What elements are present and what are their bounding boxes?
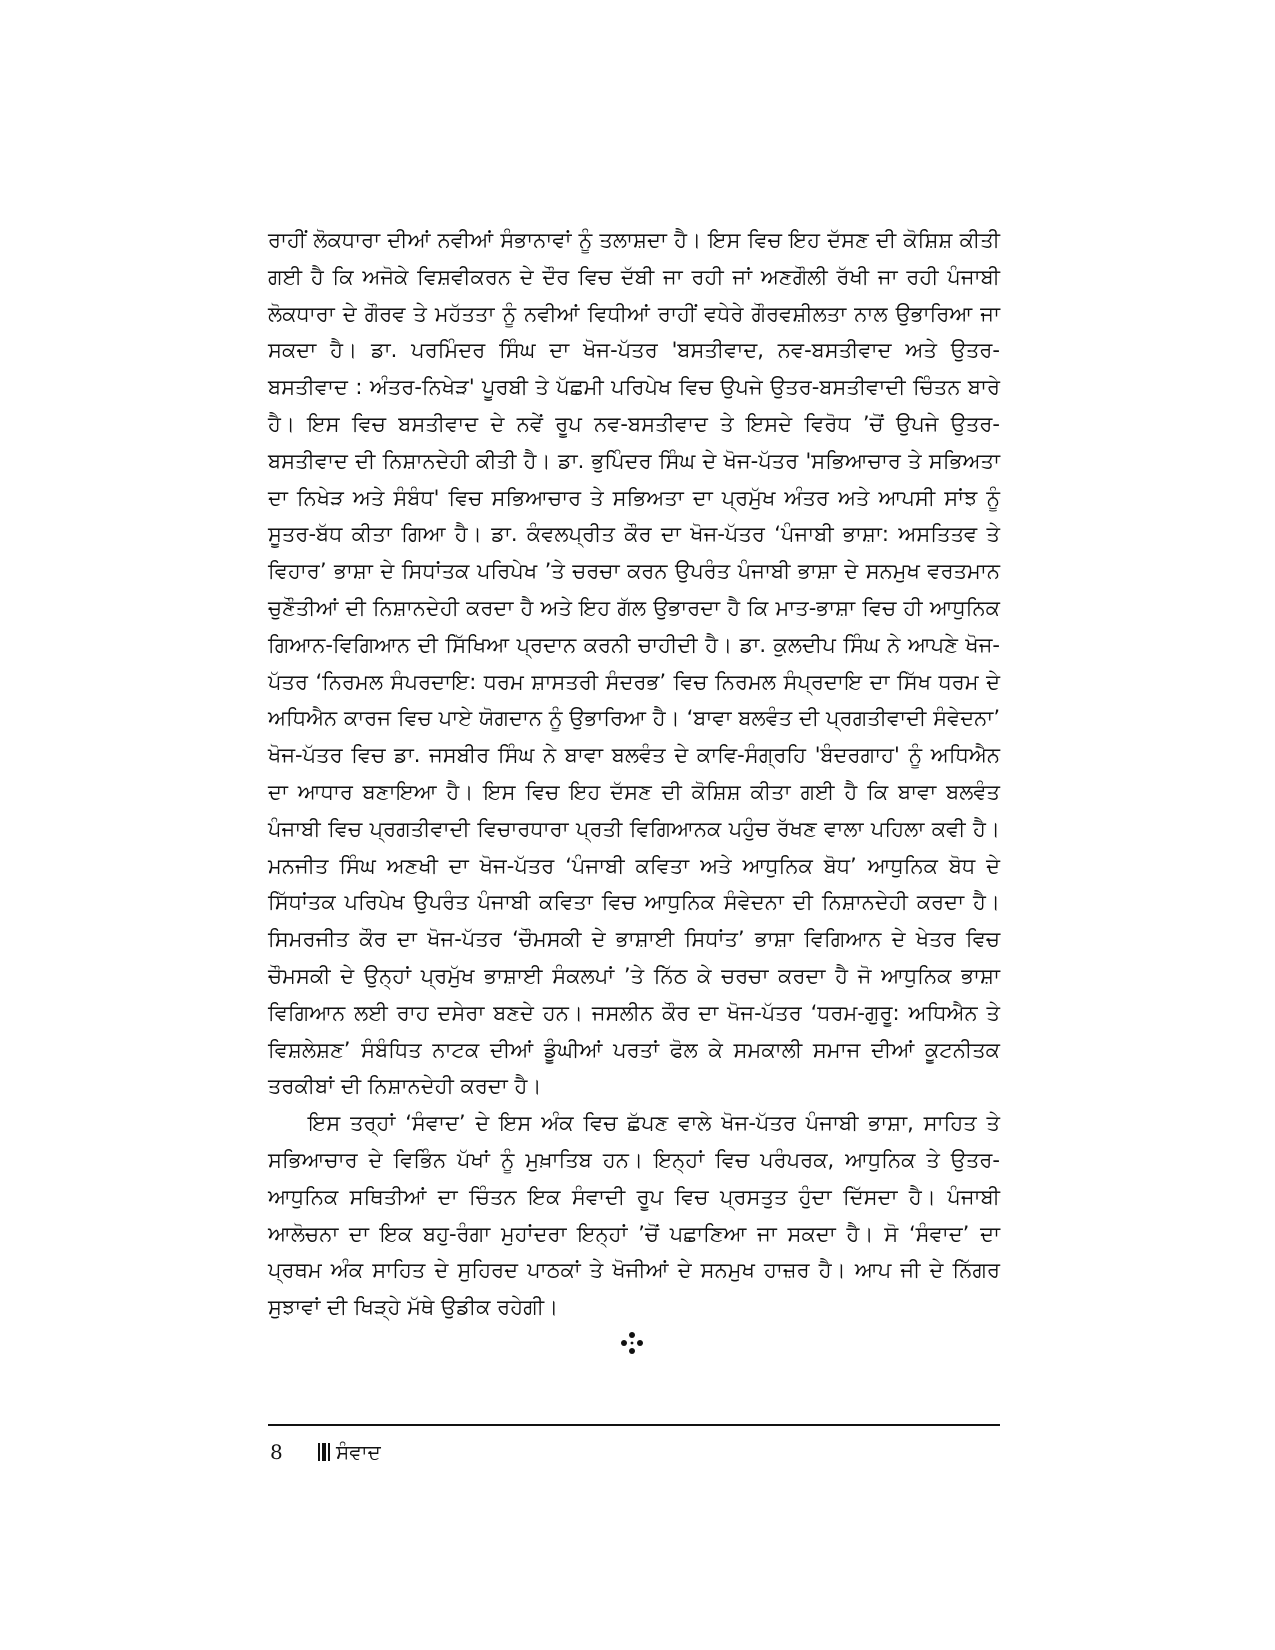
page-footer xyxy=(270,1437,381,1467)
body-text xyxy=(268,222,1000,1326)
paragraph-1: ਰਾਹੀਂ ਲੋਕਧਾਰਾ ਦੀਆਂ ਨਵੀਆਂ ਸੰਭਾਨਾਵਾਂ ਨੂੰ ਤਲਾਸ਼ਦਾ ਹੈ। ਇਸ ਵਿਚ ਇਹ ਦੱਸਣ ਦੀ ਕੋਸ਼ਿਸ਼ ਕੀਤੀ ਗਈ ਹੈ ਕਿ ਅਜੋਕੇ ਵਿਸ਼ਵੀਕਰਨ ਦੇ ਦੌਰ ਵਿਚ ਦੱਬੀ ਜਾ ਰਹੀ ਜਾਂ ਅਣਗੌਲੀ ਰੱਖੀ ਜਾ ਰਹੀ ਪੰਜਾਬੀ ਲੋਕਧਾਰਾ ਦੇ ਗੌਰਵ ਤੇ ਮਹੱਤਤਾ ਨੂੰ ਨਵੀਆਂ ਵਿਧੀਆਂ ਰਾਹੀਂ ਵਧੇਰੇ ਗੌਰਵਸ਼ੀਲਤਾ ਨਾਲ ਉਭਾਰਿਆ ਜਾ ਸਕਦਾ ਹੈ। ਡਾ. ਪਰਮਿੰਦਰ ਸਿੰਘ ਦਾ ਖੋਜ-ਪੱਤਰ 'ਬਸਤੀਵਾਦ, ਨਵ-ਬਸਤੀਵਾਦ ਅਤੇ ਉਤਰ-ਬਸਤੀਵਾਦ : ਅੰਤਰ-ਨਿਖੇੜ' ਪੂਰਬੀ ਤੇ ਪੱਛਮੀ ਪਰਿਪੇਖ ਵਿਚ ਉਪਜੇ ਉਤਰ-ਬਸਤੀਵਾਦੀ ਚਿੰਤਨ ਬਾਰੇ ਹੈ। ਇਸ ਵਿਚ ਬਸਤੀਵਾਦ ਦੇ ਨਵੇਂ ਰੂਪ ਨਵ-ਬਸਤੀਵਾਦ ਤੇ ਇਸਦੇ ਵਿਰੋਧ ’ਚੋਂ ਉਪਜੇ ਉਤਰ-ਬਸਤੀਵਾਦ ਦੀ ਨਿਸ਼ਾਨਦੇਹੀ ਕੀਤੀ ਹੈ। ਡਾ. ਭੁਪਿੰਦਰ ਸਿੰਘ ਦੇ ਖੋਜ-ਪੱਤਰ 'ਸਭਿਆਚਾਰ ਤੇ ਸਭਿਅਤਾ ਦਾ ਨਿਖੇੜ ਅਤੇ ਸੰਬੰਧ' ਵਿਚ ਸਭਿਆਚਾਰ ਤੇ ਸਭਿਅਤਾ ਦਾ ਪ੍ਰਮੁੱਖ ਅੰਤਰ ਅਤੇ ਆਪਸੀ ਸਾਂਝ ਨੂੰ ਸੂਤਰ-ਬੱਧ ਕੀਤਾ ਗਿਆ ਹੈ। ਡਾ. ਕੰਵਲਪ੍ਰੀਤ ਕੌਰ ਦਾ ਖੋਜ-ਪੱਤਰ ‘ਪੰਜਾਬੀ ਭਾਸ਼ਾ: ਅਸਤਿਤਵ ਤੇ ਵਿਹਾਰ’ ਭਾਸ਼ਾ ਦੇ ਸਿਧਾਂਤਕ ਪਰਿਪੇਖ ’ਤੇ ਚਰਚਾ ਕਰਨ ਉਪਰੰਤ ਪੰਜਾਬੀ ਭਾਸ਼ਾ ਦੇ ਸਨਮੁਖ ਵਰਤਮਾਨ ਚੁਣੌਤੀਆਂ ਦੀ ਨਿਸ਼ਾਨਦੇਹੀ ਕਰਦਾ ਹੈ ਅਤੇ ਇਹ ਗੱਲ ਉਭਾਰਦਾ ਹੈ ਕਿ ਮਾਤ-ਭਾਸ਼ਾ ਵਿਚ ਹੀ ਆਧੁਨਿਕ ਗਿਆਨ-ਵਿਗਿਆਨ ਦੀ ਸਿੱਖਿਆ ਪ੍ਰਦਾਨ ਕਰਨੀ ਚਾਹੀਦੀ ਹੈ। ਡਾ. ਕੁਲਦੀਪ ਸਿੰਘ ਨੇ ਆਪਣੇ ਖੋਜ-ਪੱਤਰ ‘ਨਿਰਮਲ ਸੰਪਰਦਾਇ: ਧਰਮ ਸ਼ਾਸਤਰੀ ਸੰਦਰਭ’ ਵਿਚ ਨਿਰਮਲ ਸੰਪ੍ਰਦਾਇ ਦਾ ਸਿੱਖ ਧਰਮ ਦੇ ਅਧਿਐਨ ਕਾਰਜ ਵਿਚ ਪਾਏ ਯੋਗਦਾਨ ਨੂੰ ਉਭਾਰਿਆ ਹੈ। ‘ਬਾਵਾ ਬਲਵੰਤ ਦੀ ਪ੍ਰਗਤੀਵਾਦੀ ਸੰਵੇਦਨਾ’ ਖੋਜ-ਪੱਤਰ ਵਿਚ ਡਾ. ਜਸਬੀਰ ਸਿੰਘ ਨੇ ਬਾਵਾ ਬਲਵੰਤ ਦੇ ਕਾਵਿ-ਸੰਗ੍ਰਹਿ 'ਬੰਦਰਗਾਹ' ਨੂੰ ਅਧਿਐਨ ਦਾ ਆਧਾਰ ਬਣਾਇਆ ਹੈ। ਇਸ ਵਿਚ ਇਹ ਦੱਸਣ ਦੀ ਕੋਸ਼ਿਸ਼ ਕੀਤਾ ਗਈ ਹੈ ਕਿ ਬਾਵਾ ਬਲਵੰਤ ਪੰਜਾਬੀ ਵਿਚ ਪ੍ਰਗਤੀਵਾਦੀ ਵਿਚਾਰਧਾਰਾ ਪ੍ਰਤੀ ਵਿਗਿਆਨਕ ਪਹੁੰਚ ਰੱਖਣ ਵਾਲਾ ਪਹਿਲਾ ਕਵੀ ਹੈ। ਮਨਜੀਤ ਸਿੰਘ ਅਣਖੀ ਦਾ ਖੋਜ-ਪੱਤਰ ‘ਪੰਜਾਬੀ ਕਵਿਤਾ ਅਤੇ ਆਧੁਨਿਕ ਬੋਧ’ ਆਧੁਨਿਕ ਬੋਧ ਦੇ ਸਿੱਧਾਂਤਕ ਪਰਿਪੇਖ ਉਪਰੰਤ ਪੰਜਾਬੀ ਕਵਿਤਾ ਵਿਚ ਆਧੁਨਿਕ ਸੰਵੇਦਨਾ ਦੀ ਨਿਸ਼ਾਨਦੇਹੀ ਕਰਦਾ ਹੈ। ਸਿਮਰਜੀਤ ਕੌਰ ਦਾ ਖੋਜ-ਪੱਤਰ ‘ਚੌਮਸਕੀ ਦੇ ਭਾਸ਼ਾਈ ਸਿਧਾਂਤ’ ਭਾਸ਼ਾ ਵਿਗਿਆਨ ਦੇ ਖੇਤਰ ਵਿਚ ਚੌਮਸਕੀ ਦੇ ਉਨ੍ਹਾਂ ਪ੍ਰਮੁੱਖ ਭਾਸ਼ਾਈ ਸੰਕਲਪਾਂ ’ਤੇ ਨਿੱਠ ਕੇ ਚਰਚਾ ਕਰਦਾ ਹੈ ਜੋ ਆਧੁਨਿਕ ਭਾਸ਼ਾ ਵਿਗਿਆਨ ਲਈ ਰਾਹ ਦਸੇਰਾ ਬਣਦੇ ਹਨ। ਜਸਲੀਨ ਕੌਰ ਦਾ ਖੋਜ-ਪੱਤਰ ‘ਧਰਮ-ਗੁਰੂ: ਅਧਿਐਨ ਤੇ ਵਿਸ਼ਲੇਸ਼ਣ’ ਸੰਬੰਧਿਤ ਨਾਟਕ ਦੀਆਂ ਡੂੰਘੀਆਂ ਪਰਤਾਂ ਫੋਲ ਕੇ ਸਮਕਾਲੀ ਸਮਾਜ ਦੀਆਂ ਕੂਟਨੀਤਕ ਤਰਕੀਬਾਂ ਦੀ ਨਿਸ਼ਾਨਦੇਹੀ ਕਰਦਾ ਹੈ। xyxy=(268,228,1000,1099)
journal-title: ਸੰਵਾਦ xyxy=(336,1440,381,1464)
page-number: 8 xyxy=(270,1440,283,1464)
footer-rule xyxy=(268,1424,1000,1426)
paragraph-2: ਇਸ ਤਰ੍ਹਾਂ ‘ਸੰਵਾਦ’ ਦੇ ਇਸ ਅੰਕ ਵਿਚ ਛੱਪਣ ਵਾਲੇ ਖੋਜ-ਪੱਤਰ ਪੰਜਾਬੀ ਭਾਸ਼ਾ, ਸਾਹਿਤ ਤੇ ਸਭਿਆਚਾਰ ਦੇ ਵਿਭਿੰਨ ਪੱਖਾਂ ਨੂੰ ਮੁਖ਼ਾਤਿਬ ਹਨ। ਇਨ੍ਹਾਂ ਵਿਚ ਪਰੰਪਰਕ, ਆਧੁਨਿਕ ਤੇ ਉਤਰ-ਆਧੁਨਿਕ ਸਥਿਤੀਆਂ ਦਾ ਚਿੰਤਨ ਇਕ ਸੰਵਾਦੀ ਰੂਪ ਵਿਚ ਪ੍ਰਸਤੁਤ ਹੁੰਦਾ ਦਿੱਸਦਾ ਹੈ। ਪੰਜਾਬੀ ਆਲੋਚਨਾ ਦਾ ਇਕ ਬਹੁ-ਰੰਗਾ ਮੁਹਾਂਦਰਾ ਇਨ੍ਹਾਂ ’ਚੋਂ ਪਛਾਣਿਆ ਜਾ ਸਕਦਾ ਹੈ। ਸੋ ‘ਸੰਵਾਦ’ ਦਾ ਪ੍ਰਥਮ ਅੰਕ ਸਾਹਿਤ ਦੇ ਸੁਹਿਰਦ ਪਾਠਕਾਂ ਤੇ ਖੋਜੀਆਂ ਦੇ ਸਨਮੁਖ ਹਾਜ਼ਰ ਹੈ। ਆਪ ਜੀ ਦੇ ਨਿੱਗਰ ਸੁਝਾਵਾਂ ਦੀ ਖਿੜ੍ਹੇ ਮੱਥੇ ਉਡੀਕ ਰਹੇਗੀ। xyxy=(268,1111,1000,1320)
triple-bar-icon xyxy=(318,1443,330,1461)
four-dot-ornament-icon xyxy=(620,1331,644,1355)
